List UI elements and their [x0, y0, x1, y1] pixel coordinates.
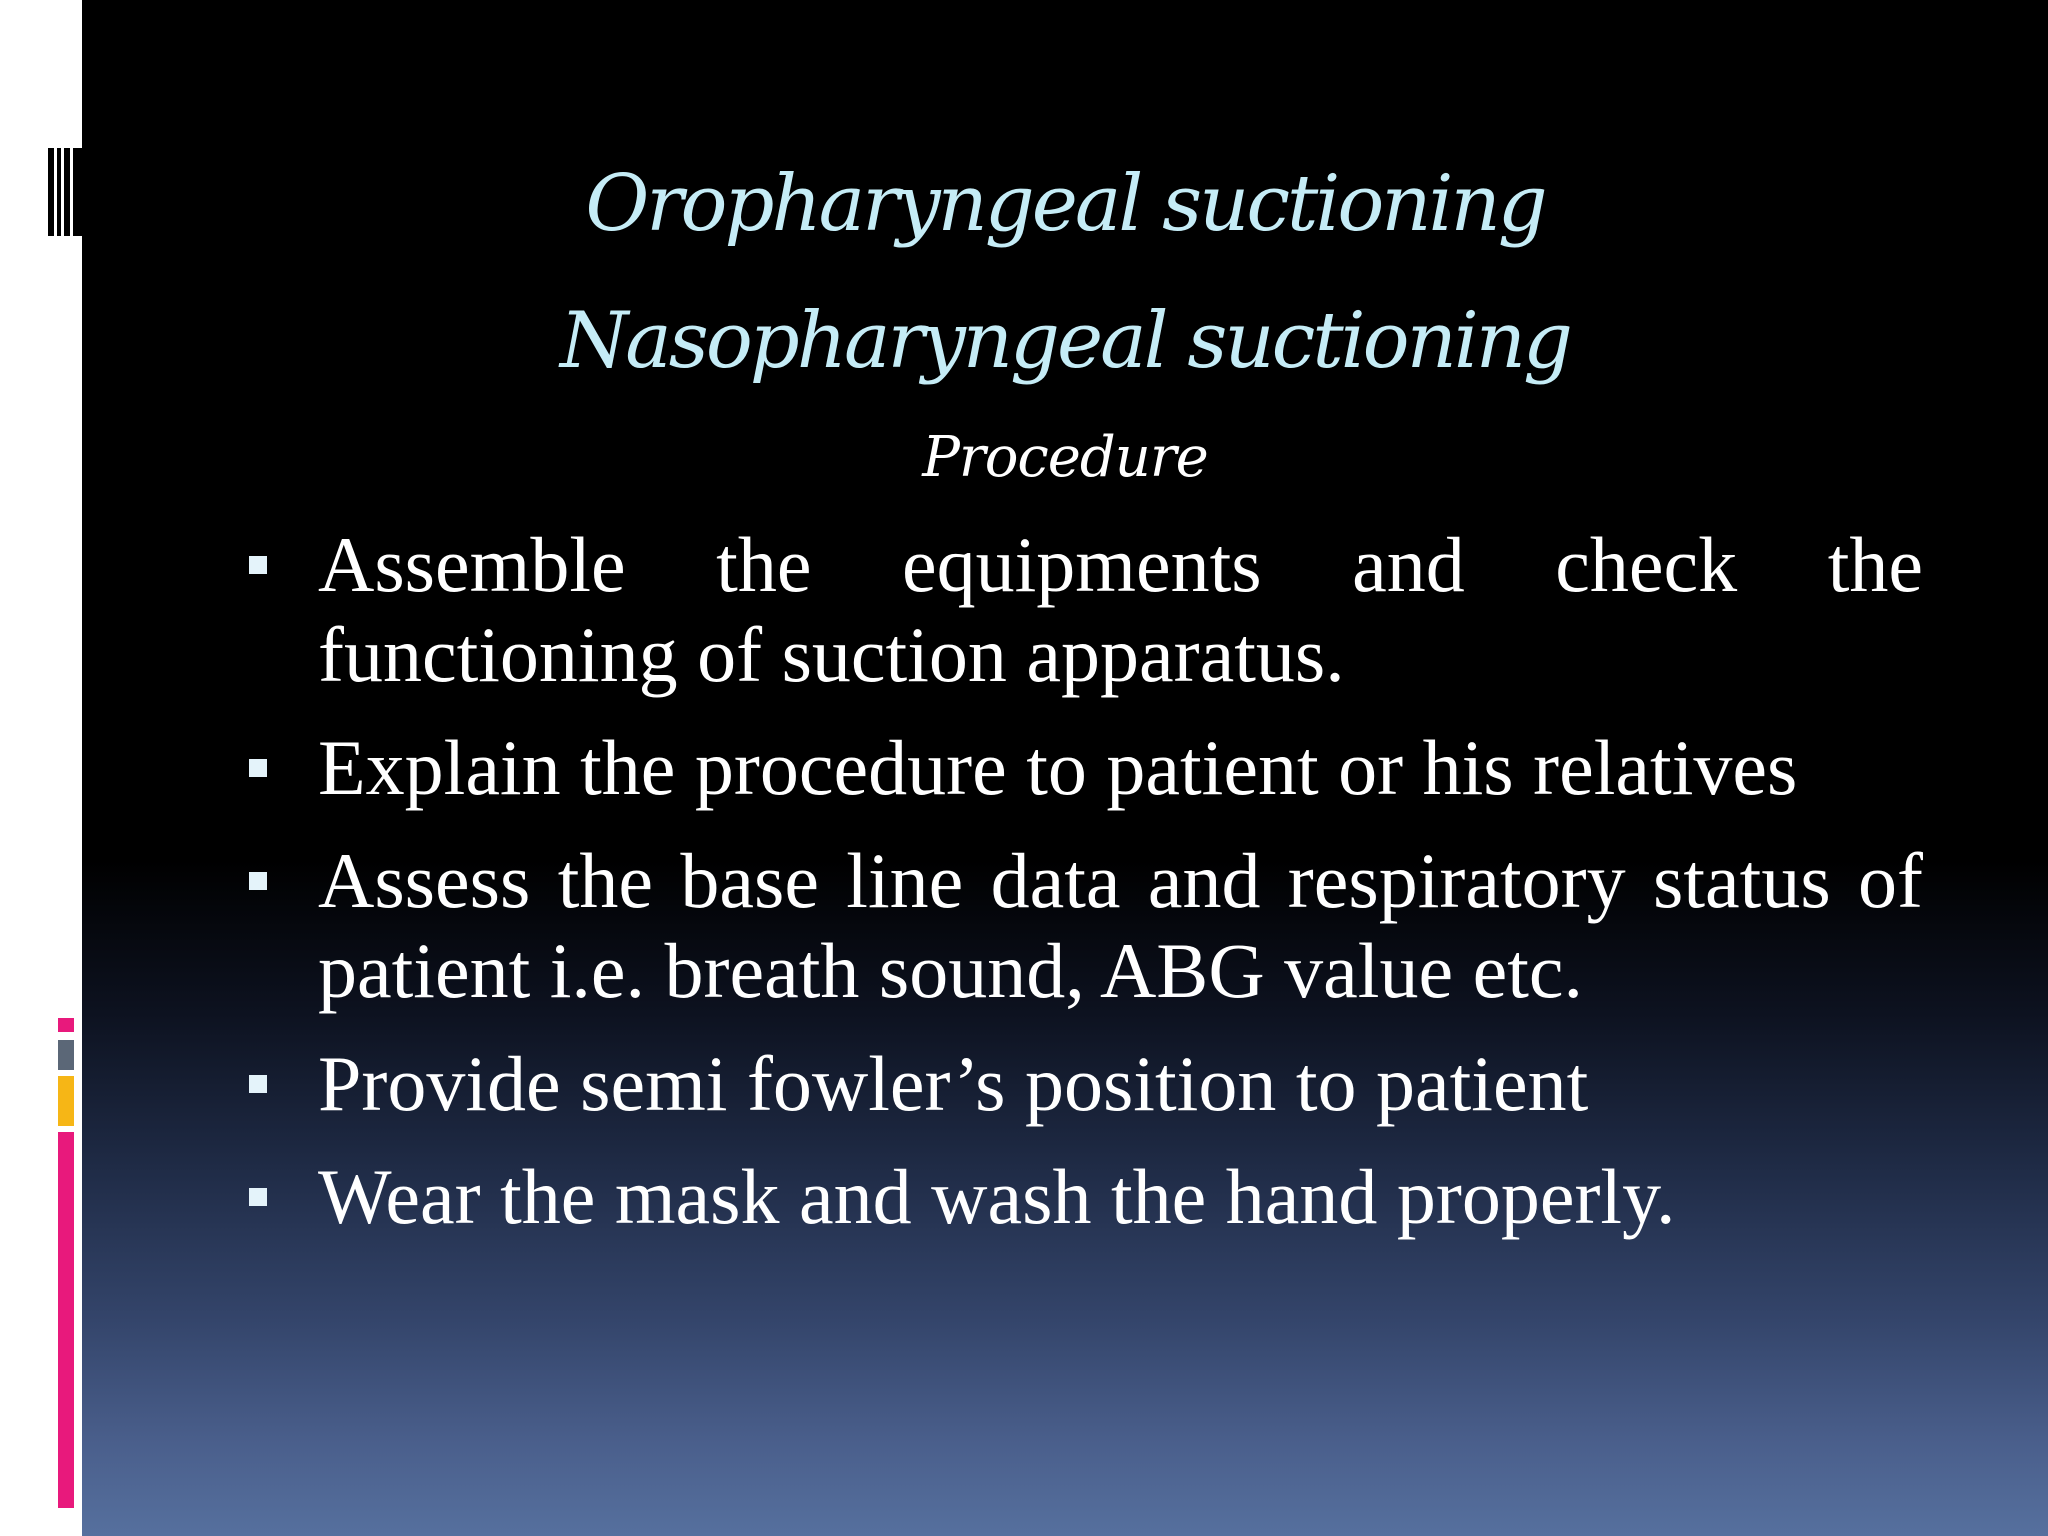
accent-bar-pink-small — [58, 1018, 74, 1032]
bullet-item — [245, 1152, 1923, 1242]
accent-bar-pink-large — [58, 1132, 74, 1508]
square-bullet-icon — [249, 1075, 267, 1093]
bullet-text: Assess the base line data and respiratory status of patient i.e. breath sound, ABG value etc. — [318, 837, 1923, 1014]
bullet-text: Explain the procedure to patient or his relatives — [318, 724, 1798, 811]
slide-title-2: Nasopharyngeal suctioning — [560, 296, 1570, 386]
square-bullet-icon — [249, 556, 267, 574]
slide-subtitle-wrap — [82, 425, 2048, 490]
bullet-text: Wear the mask and wash the hand properly. — [318, 1153, 1676, 1240]
square-bullet-icon — [249, 872, 267, 890]
accent-bar-orange — [58, 1076, 74, 1126]
left-decorative-strip — [0, 0, 82, 1536]
bullet-item — [245, 520, 1923, 700]
barcode-decoration — [48, 148, 82, 236]
square-bullet-icon — [249, 759, 267, 777]
bullet-item — [245, 723, 1923, 813]
slide-subtitle: Procedure — [922, 425, 1208, 490]
bullet-item — [245, 1039, 1923, 1129]
bullet-text: Provide semi fowler’s position to patient — [318, 1040, 1589, 1127]
slide-title-2-wrap — [82, 296, 2048, 386]
bullet-text: Assemble the equipments and check the functioning of suction apparatus. — [318, 521, 1923, 698]
square-bullet-icon — [249, 1188, 267, 1206]
bullet-list — [245, 520, 1923, 1265]
slide-title-1-wrap — [82, 159, 2048, 249]
bullet-item — [245, 836, 1923, 1016]
accent-bar-gray — [58, 1040, 74, 1070]
slide-title-1: Oropharyngeal suctioning — [585, 159, 1545, 249]
